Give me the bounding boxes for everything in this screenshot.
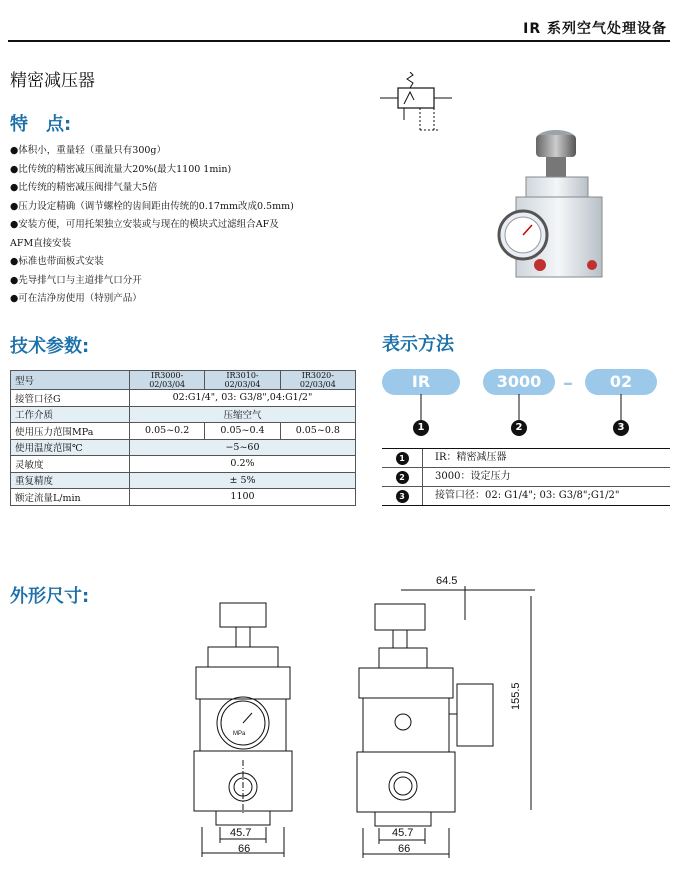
legend-number: 3 <box>396 490 409 503</box>
row-label: 使用压力范围MPa <box>11 423 130 440</box>
row-value: 0.05~0.8 <box>280 423 355 440</box>
row-value: 压缩空气 <box>130 406 356 423</box>
front-view-drawing <box>180 595 310 865</box>
feature-item: ●可在洁净房使用（特别产品） <box>10 293 142 304</box>
legend-text: 3000：设定压力 <box>422 468 670 486</box>
code-pill-port: 02 <box>585 369 657 395</box>
row-value: ± 5% <box>130 472 356 489</box>
feature-item: ●体积小，重量轻（重量只有300g） <box>10 145 167 156</box>
row-value: 0.2% <box>130 456 356 473</box>
dim-outer-width: 66 <box>238 843 251 855</box>
marker-1: 1 <box>413 420 429 436</box>
dim-inner-width: 45.7 <box>230 827 252 839</box>
regulator-symbol-icon <box>380 72 460 142</box>
row-label: 重复精度 <box>11 472 130 489</box>
row-label: 额定流量L/min <box>11 489 130 506</box>
row-label: 灵敏度 <box>11 456 130 473</box>
series-title: IR 系列空气处理设备 <box>523 21 667 37</box>
row-value: 0.05~0.2 <box>130 423 205 440</box>
table-row <box>11 423 356 440</box>
legend-row <box>382 449 670 468</box>
ordering-legend <box>382 448 670 506</box>
features-list <box>10 142 370 309</box>
row-value: 02:G1/4", 03: G3/8",04:G1/2" <box>130 390 356 407</box>
code-pill-series: IR <box>382 369 460 395</box>
table-row <box>11 472 356 489</box>
table-row <box>11 439 356 456</box>
row-value: 1100 <box>130 489 356 506</box>
feature-item: ●安装方便，可用托架独立安装或与现在的模块式过滤组合AF及 <box>10 219 279 230</box>
header-divider <box>8 40 670 42</box>
row-label: 使用温度范围℃ <box>11 439 130 456</box>
spec-table <box>10 370 356 506</box>
dimensions-heading: 外形尺寸: <box>10 586 90 607</box>
feature-item: ●压力设定精确（调节螺栓的齿间距由传统的0.17mm改成0.5mm) <box>10 200 294 212</box>
dim-outer-width-side: 66 <box>398 843 411 855</box>
header-cell: IR3020-02/03/04 <box>280 371 355 390</box>
legend-number: 2 <box>396 471 409 484</box>
row-value: 0.05~0.4 <box>205 423 280 440</box>
table-row <box>11 456 356 473</box>
dim-height: 155.5 <box>510 682 522 710</box>
features-heading: 特 点: <box>10 114 72 135</box>
legend-text: 接管口径：02: G1/4"; 03: G3/8";G1/2" <box>422 487 670 505</box>
feature-item: ●标准也带面板式安装 <box>10 256 104 267</box>
feature-item: AFM直接安装 <box>10 237 72 249</box>
product-photo <box>488 125 608 295</box>
row-value: −5~60 <box>130 439 356 456</box>
dim-inner-width-side: 45.7 <box>392 827 414 839</box>
feature-item: ●比传统的精密减压阀流量大20%(最大1100 1min) <box>10 163 232 175</box>
legend-text: IR：精密减压器 <box>422 449 670 467</box>
side-view-drawing <box>345 580 545 865</box>
feature-item: ●比传统的精密减压阀排气量大5倍 <box>10 182 158 193</box>
code-pill-pressure: 3000 <box>483 369 555 395</box>
legend-row <box>382 468 670 487</box>
header-cell: 型号 <box>11 371 130 390</box>
legend-row <box>382 487 670 505</box>
marker-2: 2 <box>511 420 527 436</box>
specs-heading: 技术参数: <box>10 336 90 357</box>
legend-number: 1 <box>396 452 409 465</box>
product-name: 精密减压器 <box>10 71 95 91</box>
feature-item: ●先导排气口与主道排气口分开 <box>10 274 142 286</box>
row-label: 工作介质 <box>11 406 130 423</box>
row-label: 接管口径G <box>11 390 130 407</box>
ordering-heading: 表示方法 <box>382 334 454 355</box>
table-row <box>11 371 356 390</box>
dim-depth: 64.5 <box>436 575 458 587</box>
table-row <box>11 406 356 423</box>
header-cell: IR3010-02/03/04 <box>205 371 280 390</box>
code-dash: – <box>563 370 573 394</box>
header-cell: IR3000-02/03/04 <box>130 371 205 390</box>
gauge-unit-label: MPa <box>233 731 246 737</box>
table-row <box>11 390 356 407</box>
table-row <box>11 489 356 506</box>
marker-3: 3 <box>613 420 629 436</box>
